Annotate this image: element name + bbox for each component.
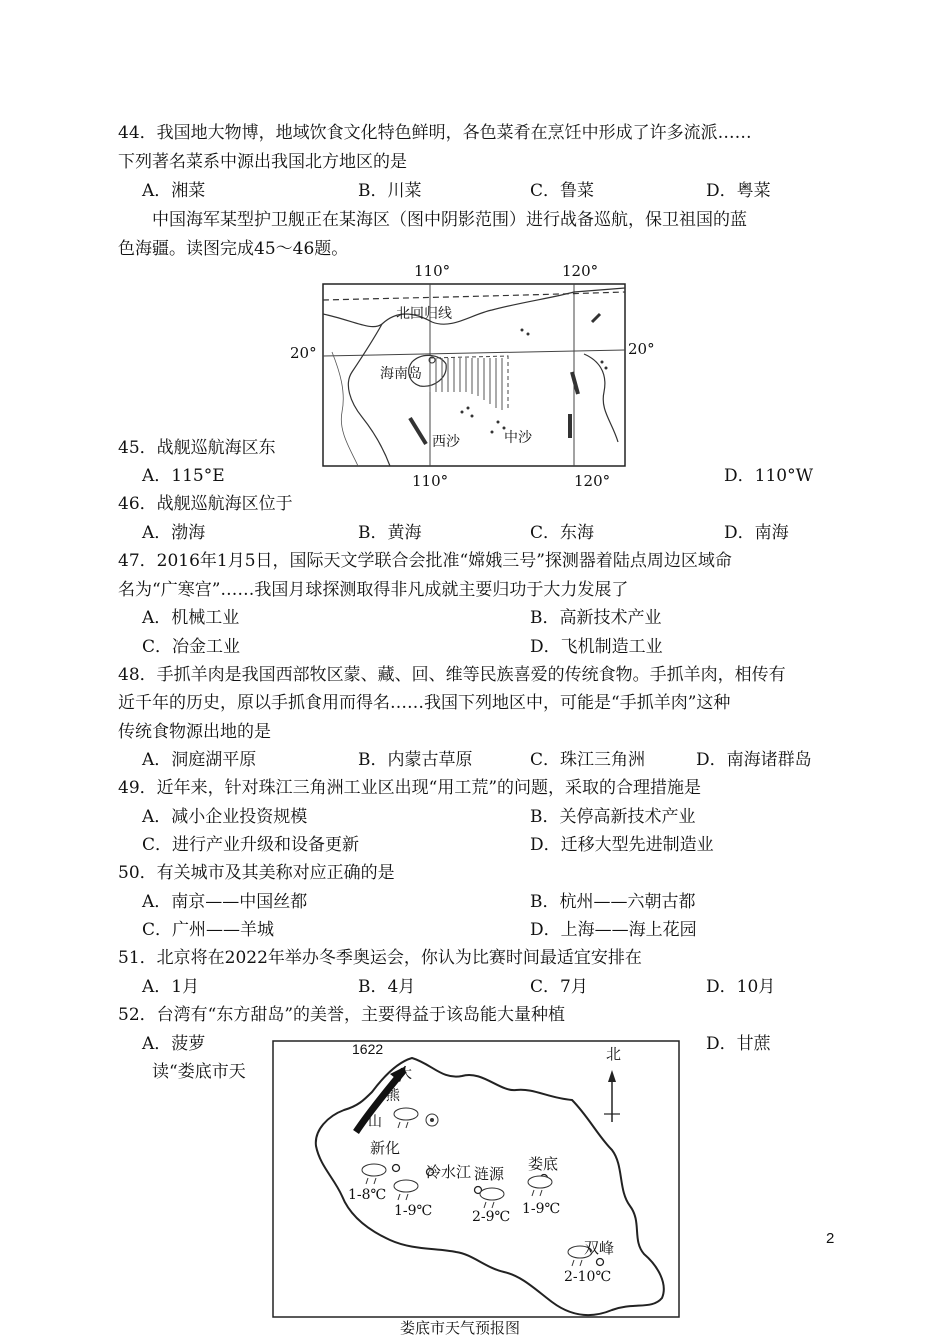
- q49-option-c: C．进行产业升级和设备更新: [142, 835, 360, 855]
- q51-option-c: C．7月: [530, 977, 588, 997]
- q47-option-a: A．机械工业: [142, 608, 240, 628]
- q45-option-a: A．115°E: [142, 466, 225, 486]
- map1-bottom-left-lon: 110°: [412, 472, 449, 490]
- intro45-line2: 色海疆。读图完成45～46题。: [118, 239, 349, 259]
- q51-option-d: D．10月: [706, 977, 776, 997]
- north-label: 北: [606, 1046, 622, 1063]
- q49-stem: 49．近年来，针对珠江三角洲工业区出现“用工荒”的问题，采取的合理措施是: [118, 778, 702, 798]
- q48-option-b: B．内蒙古草原: [358, 750, 473, 770]
- mountain-label-1: 大: [398, 1065, 412, 1081]
- q46-option-b: B．黄海: [358, 523, 422, 543]
- city-loudi: 娄底: [528, 1156, 559, 1173]
- map1-right-lat: 20°: [628, 340, 655, 358]
- page-number: 2: [826, 1230, 835, 1247]
- temp-loudi: 1-9℃: [522, 1201, 561, 1217]
- temp-shuangfeng: 2-10℃: [564, 1269, 612, 1285]
- map1-top-left-lon: 110°: [414, 262, 451, 280]
- q52-option-a: A．菠萝: [142, 1034, 206, 1054]
- intro-next-partial: 读“娄底市天: [152, 1062, 246, 1082]
- q47-option-b: B．高新技术产业: [530, 608, 662, 628]
- q48-stem-line1: 48．手抓羊肉是我国西部牧区蒙、藏、回、维等民族喜爱的传统食物。手抓羊肉，相传有: [118, 665, 786, 685]
- q49-option-b: B．关停高新技术产业: [530, 807, 696, 827]
- q50-option-d: D．上海——海上花园: [530, 920, 697, 940]
- temp-xinhua: 1-8℃: [348, 1187, 387, 1203]
- temp-lianyuan: 2-9℃: [472, 1209, 511, 1225]
- xisha-label: 西沙: [432, 433, 460, 449]
- loudi-weather-map: [272, 1040, 682, 1342]
- map2-caption: 娄底市天气预报图: [400, 1320, 521, 1337]
- city-xinhua: 新化: [370, 1140, 401, 1157]
- city-lengshuijiang: 冷水江: [426, 1164, 472, 1181]
- q48-option-d: D．南海诸群岛: [696, 750, 812, 770]
- map1-left-lat: 20°: [290, 344, 317, 362]
- q50-option-c: C．广州——羊城: [142, 920, 275, 940]
- q45-stem: 45．战舰巡航海区东: [118, 438, 276, 458]
- q45-option-d: D．110°W: [724, 466, 814, 486]
- intro45-line1: 中国海军某型护卫舰正在某海区（图中阴影范围）进行战备巡航，保卫祖国的蓝: [152, 210, 747, 230]
- q44-option-b: B．川菜: [358, 181, 422, 201]
- q49-option-d: D．迁移大型先进制造业: [530, 835, 714, 855]
- mountain-label-3: 山: [368, 1113, 382, 1129]
- city-lianyuan: 涟源: [474, 1166, 505, 1183]
- q51-option-b: B．4月: [358, 977, 416, 997]
- q52-option-d: D．甘蔗: [706, 1034, 771, 1054]
- south-china-sea-map: [290, 262, 655, 490]
- q48-option-a: A．洞庭湖平原: [142, 750, 257, 770]
- temp-lengshuijiang: 1-9℃: [394, 1203, 433, 1219]
- q48-stem-line2: 近千年的历史，原以手抓食用而得名……我国下列地区中，可能是“手抓羊肉”这种: [118, 693, 731, 713]
- map1-top-right-lon: 120°: [562, 262, 599, 280]
- q44-option-d: D．粤菜: [706, 181, 771, 201]
- q44-stem-line1: 44．我国地大物博，地域饮食文化特色鲜明，各色菜肴在烹饪中形成了许多流派……: [118, 123, 752, 143]
- q50-stem: 50．有关城市及其美称对应正确的是: [118, 863, 395, 883]
- q50-option-b: B．杭州——六朝古都: [530, 892, 696, 912]
- q44-option-a: A．湘菜: [142, 181, 206, 201]
- mountain-label-2: 熊: [386, 1087, 400, 1103]
- q46-option-c: C．东海: [530, 523, 595, 543]
- tropic-label: 北回归线: [396, 305, 452, 321]
- q46-stem: 46．战舰巡航海区位于: [118, 494, 293, 514]
- q48-stem-line3: 传统食物源出地的是: [118, 722, 271, 742]
- q49-option-a: A．减小企业投资规模: [142, 807, 308, 827]
- q48-option-c: C．珠江三角洲: [530, 750, 646, 770]
- q44-stem-line2: 下列著名菜系中源出我国北方地区的是: [118, 152, 407, 172]
- q47-option-d: D．飞机制造工业: [530, 637, 663, 657]
- map1-bottom-right-lon: 120°: [574, 472, 611, 490]
- q44-option-c: C．鲁菜: [530, 181, 595, 201]
- q47-stem-line1: 47．2016年1月5日，国际天文学联合会批准“嫦娥三号”探测器着陆点周边区域命: [118, 551, 732, 571]
- q47-option-c: C．冶金工业: [142, 637, 241, 657]
- elevation-label: 1622: [352, 1041, 384, 1057]
- q52-stem: 52．台湾有“东方甜岛”的美誉，主要得益于该岛能大量种植: [118, 1005, 566, 1025]
- q50-option-a: A．南京——中国丝都: [142, 892, 308, 912]
- q51-option-a: A．1月: [142, 977, 200, 997]
- q46-option-d: D．南海: [724, 523, 789, 543]
- q47-stem-line2: 名为“广寒宫”……我国月球探测取得非凡成就主要归功于大力发展了: [118, 580, 629, 600]
- q51-stem: 51．北京将在2022年举办冬季奥运会，你认为比赛时间最适宜安排在: [118, 948, 642, 968]
- q46-option-a: A．渤海: [142, 523, 206, 543]
- city-shuangfeng: 双峰: [584, 1240, 615, 1257]
- hainan-label: 海南岛: [380, 365, 422, 381]
- zhongsha-label: 中沙: [504, 429, 532, 445]
